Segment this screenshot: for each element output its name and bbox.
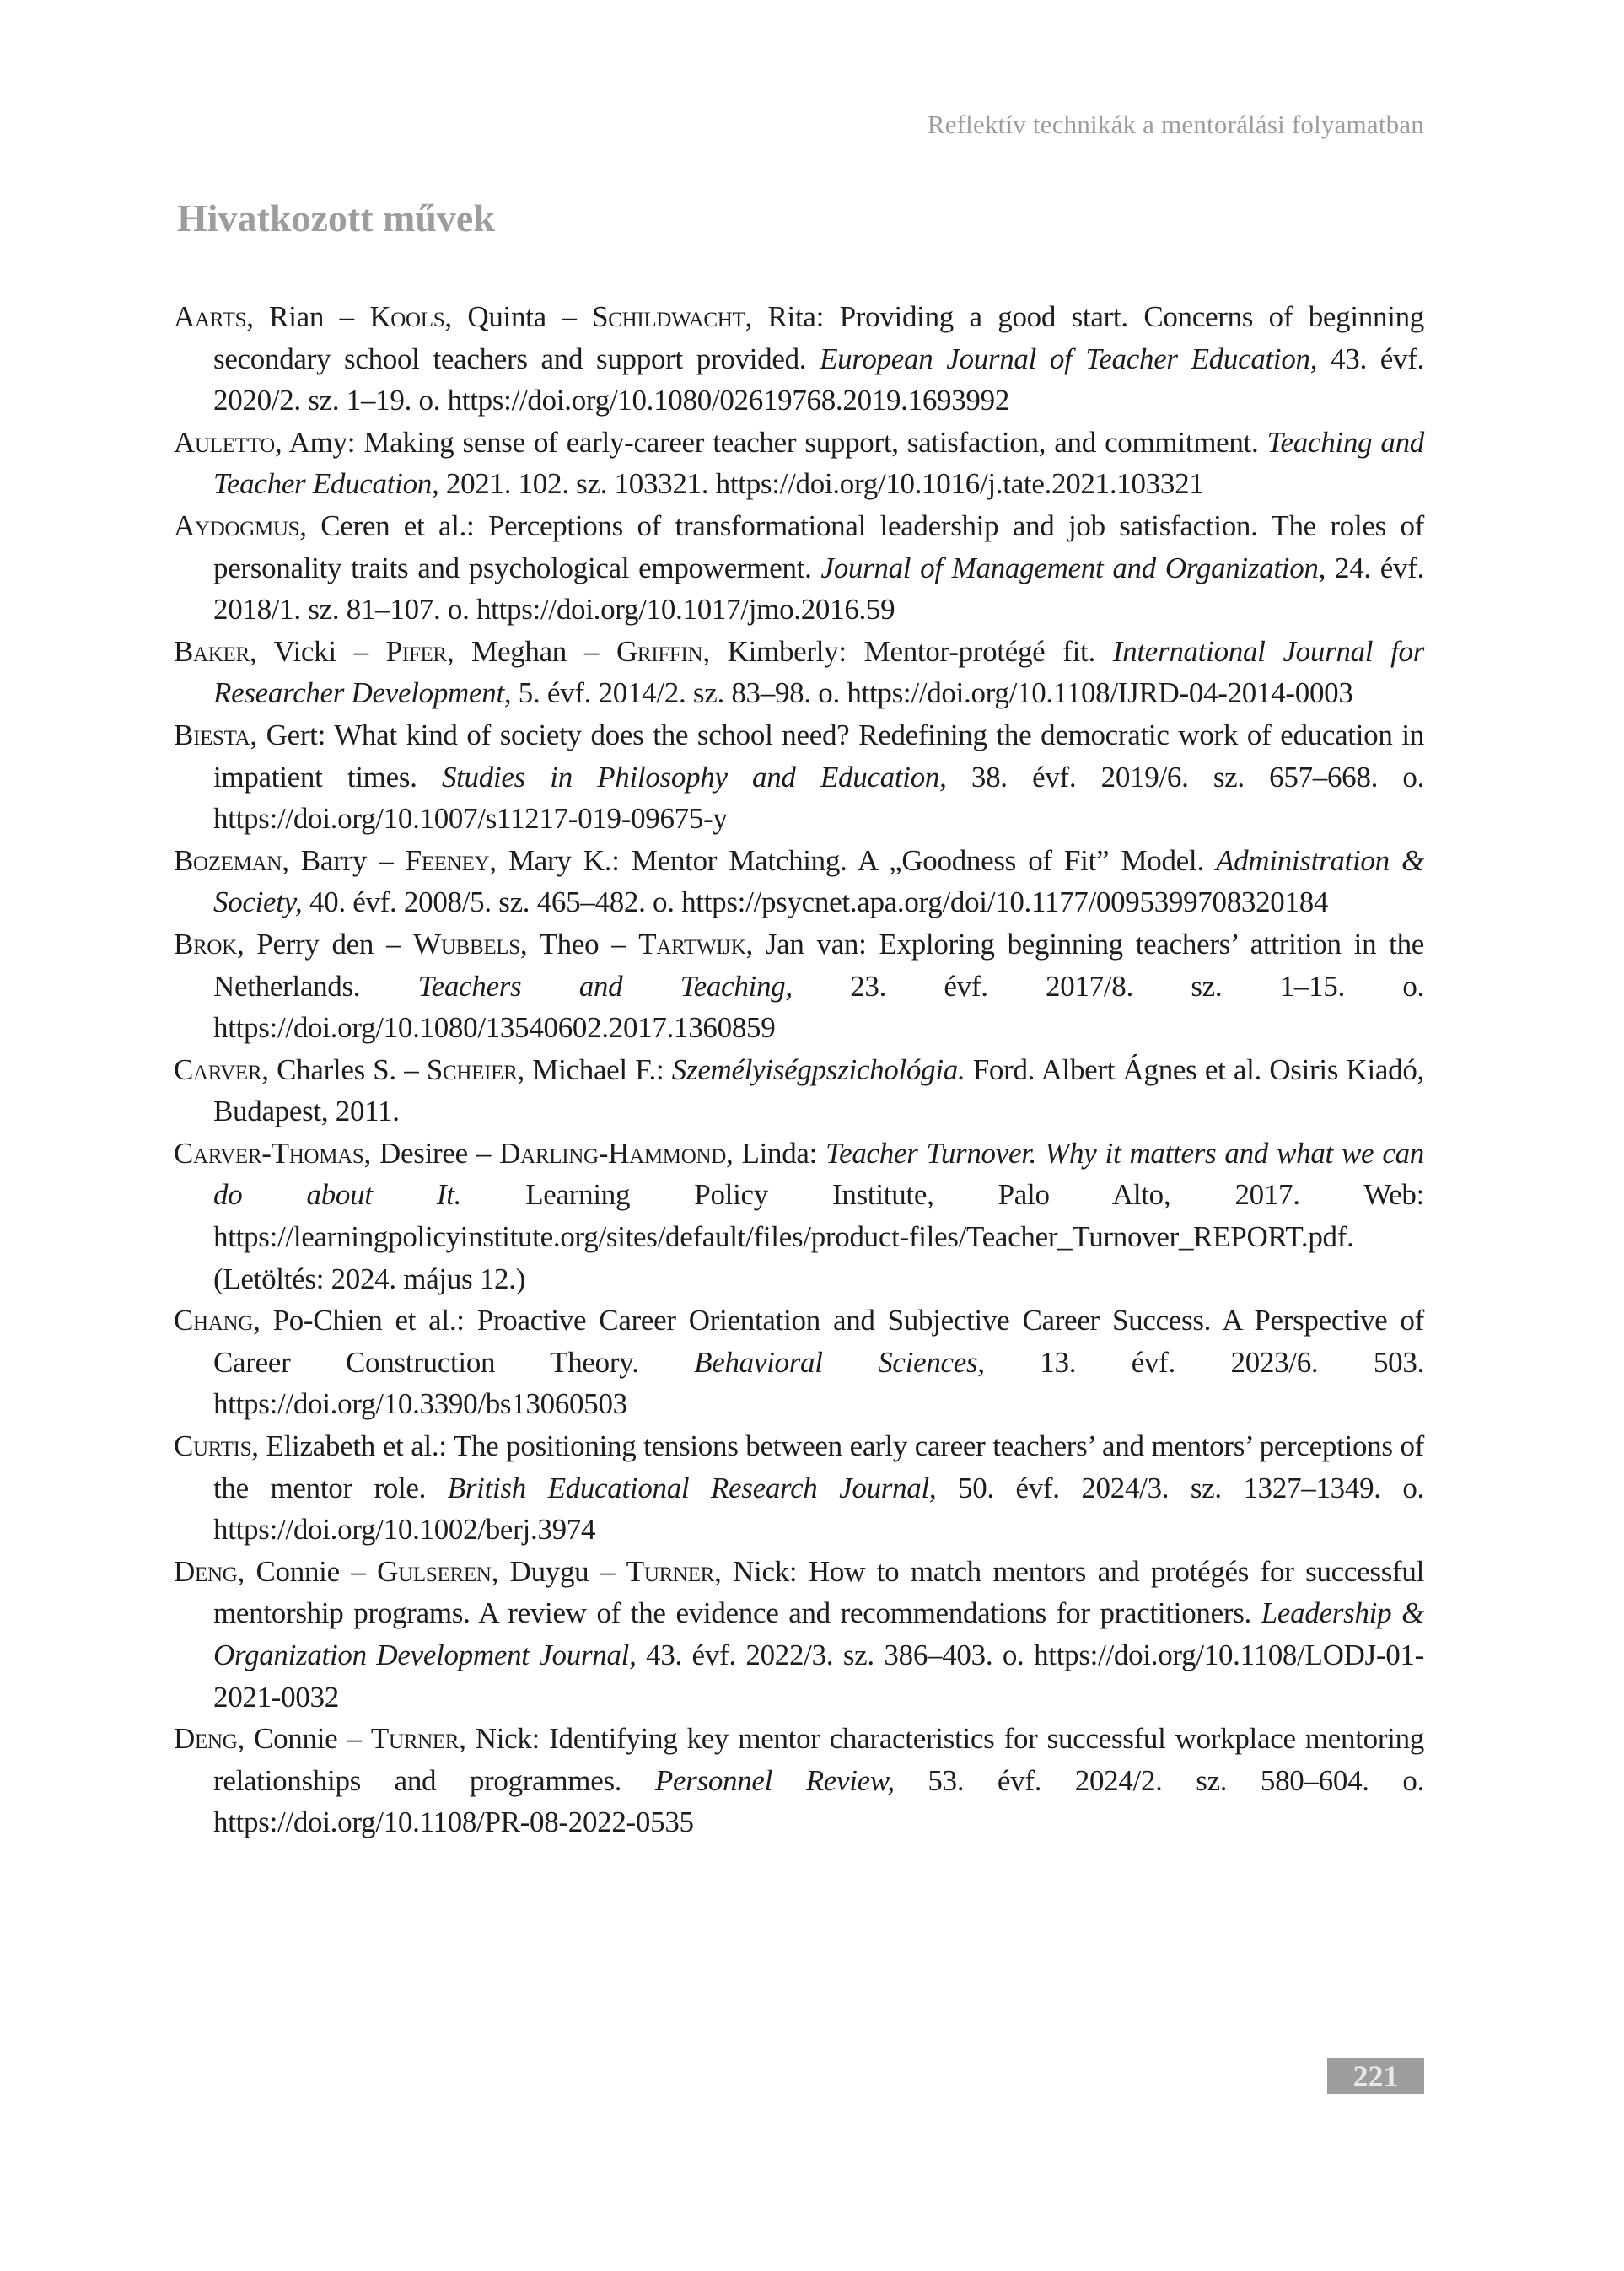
author-surname: Aarts [174, 300, 247, 333]
reference-title: What kind of society does the school need? Redefining the democratic work of education in impatient times. [213, 718, 1424, 794]
journal-title: Személyiségpszichológia. [671, 1052, 965, 1086]
reference-title: Mentor-protégé fit. [863, 634, 1113, 668]
reference-title: Perceptions of transformational leadership and job satisfaction. The roles of personality traits and psychological empowerment. [213, 509, 1425, 584]
author-given-name: , Connie – [237, 1554, 378, 1588]
reference-details: 23. évf. 2017/8. sz. 1–15. o. https://doi.org/10.1080/13540602.2017.1360859 [213, 969, 1424, 1045]
author-given-name: , Vicki – [249, 634, 386, 668]
author-given-name: , Amy: [274, 425, 364, 459]
reference-entry [174, 1425, 1424, 1551]
reference-details: 13. évf. 2023/6. 503. https://doi.org/10.3390/bs13060503 [213, 1345, 1424, 1421]
reference-title: Making sense of early-career teacher support, satisfaction, and commitment. [363, 425, 1267, 459]
author-given-name: , Po-Chien et al.: [253, 1304, 477, 1337]
journal-title: European Journal of Teacher Education, [820, 342, 1318, 375]
author-given-name: , Nick: [714, 1554, 809, 1588]
author-surname: Curtis [174, 1429, 252, 1463]
journal-title: Teaching and Teacher Education, [213, 425, 1424, 501]
reference-entry [174, 1718, 1424, 1843]
author-surname: Griffin [616, 634, 703, 668]
running-head: Reflektív technikák a mentorálási folyamatban [927, 110, 1424, 139]
reference-title: Mentor Matching. A „Goodness of Fit” Model. [631, 843, 1217, 877]
author-given-name: , Charles S. – [261, 1052, 427, 1086]
journal-title: British Educational Research Journal, [447, 1471, 937, 1504]
author-surname: Kools [369, 300, 445, 333]
reference-title: Exploring beginning teachers’ attrition in the Netherlands. [213, 927, 1425, 1003]
author-given-name: , Linda: [725, 1136, 826, 1170]
reference-details: Ford. Albert Ágnes et al. Osiris Kiadó, Budapest, 2011. [213, 1052, 1424, 1128]
author-given-name: , Michael F.: [517, 1052, 672, 1086]
reference-details: 43. évf. 2022/3. sz. 386–403. o. https://doi.org/10.1108/LODJ-01-2021-0032 [213, 1639, 1424, 1714]
reference-entry [174, 505, 1424, 631]
author-surname: Chang [174, 1304, 254, 1337]
reference-details: 40. évf. 2008/5. sz. 465–482. o. https://psycnet.apa.org/doi/10.1177/0095399708320184 [302, 885, 1329, 919]
author-surname: Darling-Hammond [499, 1136, 726, 1170]
author-surname: Gulseren [377, 1554, 492, 1588]
author-surname: Schildwacht [592, 300, 745, 333]
reference-title: Identifying key mentor characteristics for successful workplace mentoring relationships and programmes. [213, 1722, 1424, 1797]
author-given-name: , Perry den – [236, 927, 414, 961]
author-given-name: , Connie – [237, 1722, 371, 1756]
author-given-name: , Elizabeth et al.: [251, 1429, 454, 1463]
author-surname: Carver [174, 1052, 262, 1086]
reference-title: Proactive Career Orientation and Subjective Career Success. A Perspective of Career Construction Theory. [213, 1304, 1424, 1379]
author-given-name: , Kimberly: [702, 634, 864, 668]
journal-title: Journal of Management and Organization, [820, 551, 1326, 584]
reference-entry [174, 296, 1424, 422]
reference-details: 43. évf. 2020/2. sz. 1–19. o. https://doi.org/10.1080/02619768.2019.1693992 [213, 342, 1425, 417]
reference-entry [174, 422, 1424, 505]
reference-list [174, 296, 1424, 1843]
reference-entry [174, 1049, 1424, 1133]
author-given-name: , Gert: [250, 718, 335, 751]
author-given-name: , Mary K.: [489, 843, 632, 877]
journal-title: Teacher Turnover. Why it matters and what we can do about It. [213, 1136, 1424, 1212]
reference-entry [174, 840, 1424, 923]
author-surname: Feeney [405, 843, 490, 877]
reference-entry [174, 923, 1424, 1049]
reference-details: 50. évf. 2024/3. sz. 1327–1349. o. https://doi.org/10.1002/berj.3974 [213, 1471, 1424, 1547]
reference-title: The positioning tensions between early career teachers’ and mentors’ perceptions of the mentor role. [213, 1429, 1425, 1504]
reference-details: 5. évf. 2014/2. sz. 83–98. o. https://doi.org/10.1108/IJRD-04-2014-0003 [511, 676, 1353, 710]
author-surname: Aydogmus [174, 509, 300, 542]
author-surname: Turner [626, 1554, 715, 1588]
journal-title: International Journal for Researcher Development, [213, 634, 1425, 710]
author-surname: Carver-Thomas [174, 1136, 364, 1170]
reference-entry [174, 1551, 1424, 1718]
author-surname: Deng [174, 1554, 238, 1588]
author-given-name: , Theo – [519, 927, 639, 961]
author-given-name: , Rian – [246, 300, 370, 333]
page-number: 221 [1327, 2058, 1424, 2094]
journal-title: Leadership & Organization Development Journal, [213, 1596, 1424, 1671]
journal-title: Studies in Philosophy and Education, [441, 760, 947, 794]
reference-details: 53. évf. 2024/2. sz. 580–604. o. https://doi.org/10.1108/PR-08-2022-0535 [213, 1763, 1424, 1839]
section-title: Hivatkozott művek [177, 196, 495, 239]
reference-details: 2021. 102. sz. 103321. https://doi.org/10.1016/j.tate.2021.103321 [438, 467, 1204, 501]
author-given-name: , Rita: [745, 300, 840, 333]
reference-title: Providing a good start. Concerns of beginning secondary school teachers and support provided. [213, 300, 1424, 375]
author-surname: Tartwijk [638, 927, 746, 961]
reference-details: 24. évf. 2018/1. sz. 81–107. o. https://doi.org/10.1017/jmo.2016.59 [213, 551, 1424, 627]
journal-title: Teachers and Teaching, [417, 969, 793, 1003]
author-given-name: , Duygu – [491, 1554, 626, 1588]
author-given-name: , Quinta – [444, 300, 593, 333]
journal-title: Personnel Review, [654, 1763, 895, 1797]
author-given-name: , Desiree – [363, 1136, 500, 1170]
author-given-name: , Ceren et al.: [299, 509, 488, 542]
reference-entry [174, 714, 1424, 840]
reference-entry [174, 631, 1424, 714]
author-given-name: , Jan van: [745, 927, 879, 961]
author-given-name: , Barry – [282, 843, 406, 877]
author-surname: Deng [174, 1722, 238, 1756]
author-surname: Baker [174, 634, 250, 668]
journal-title: Behavioral Sciences, [694, 1345, 985, 1379]
author-surname: Brok [174, 927, 237, 961]
author-surname: Auletto [174, 425, 275, 459]
author-surname: Biesta [174, 718, 250, 751]
reference-title: How to match mentors and protégés for successful mentorship programs. A review of the evidence and recommendations for practitioners. [213, 1554, 1424, 1630]
journal-title: Administration & Society, [213, 843, 1424, 919]
author-surname: Pifer [385, 634, 447, 668]
reference-entry [174, 1133, 1424, 1300]
author-surname: Bozeman [174, 843, 282, 877]
author-surname: Wubbels [413, 927, 520, 961]
author-given-name: , Nick: [459, 1722, 550, 1756]
reference-entry [174, 1300, 1424, 1425]
author-surname: Scheier [426, 1052, 518, 1086]
author-given-name: , Meghan – [446, 634, 616, 668]
author-surname: Turner [370, 1722, 460, 1756]
reference-details: Learning Policy Institute, Palo Alto, 2017. Web: https://learningpolicyinstitute.org/sites/default/files/product-files/Teacher_Turnover_REPORT.pdf. (Letöltés: 2024. május 12.) [213, 1178, 1424, 1295]
reference-details: 38. évf. 2019/6. sz. 657–668. o. https://doi.org/10.1007/s11217-019-09675-y [213, 760, 1425, 836]
